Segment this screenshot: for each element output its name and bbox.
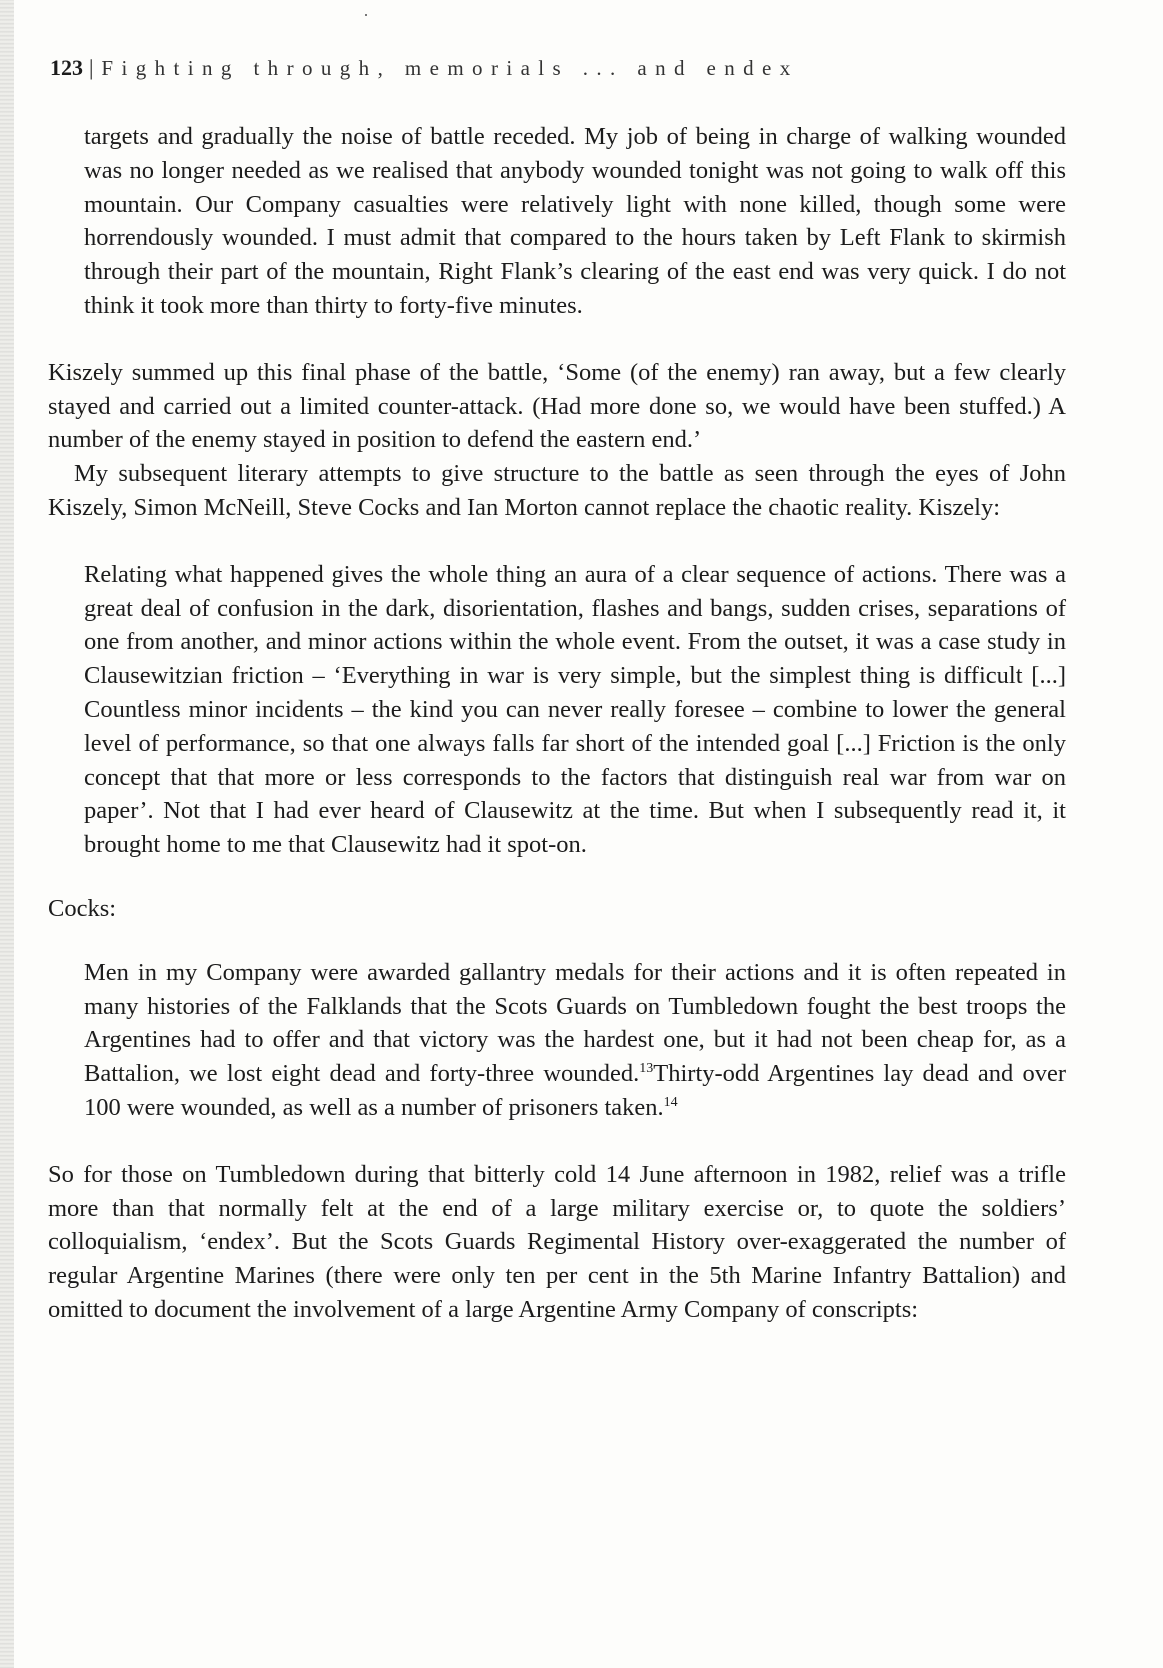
- body-paragraph-2: My subsequent literary attempts to give structure to the battle as seen through the eyes of John Kiszely, Simon McNeill, Steve Cocks and Ian Morton cannot replace the chaotic reality. Kiszely:: [48, 460, 1066, 521]
- block-quote-1: targets and gradually the noise of battle receded. My job of being in charge of walking wounded was no longer needed as we realised that anybody wounded tonight was not going to walk off this mountain. Our Company casualties were relatively light with none killed, though some were horrendously wounded. I must admit that compared to the hours taken by Left Flank to skirmish through their part of the mountain, Right Flank’s clearing of the east end was very quick. I do not think it took more than thirty to forty-five minutes.: [84, 123, 1066, 319]
- page-number: 123: [50, 55, 83, 80]
- header-separator: |: [89, 55, 94, 80]
- block-quote-3: [84, 956, 1066, 1125]
- footnote-ref-14: 14: [663, 1094, 678, 1110]
- scan-edge-shading: [0, 0, 14, 1668]
- quote-3-text-a: Men in my Company were awarded gallantry medals for their actions and it is often repeated in many histories of the Falklands that the Scots Guards on Tumbledown fought the best troops the Argentines had to offer and that victory was the hardest one, but it had not been cheap for, as a Battalion, we lost eight dead and forty-three wounded.: [84, 958, 1066, 1088]
- body-paragraph-4: So for those on Tumbledown during that bitterly cold 14 June afternoon in 1982, relief was a trifle more than that normally felt at the end of a large military exercise or, to quote the soldiers’ colloquialism, ‘endex’. But the Scots Guards Regimental History over-exaggerated the number of regular Argentine Marines (there were only ten per cent in the 5th Marine Infantry Battalion) and omitted to document the involvement of a large Argentine Army Company of conscripts:: [48, 1160, 1066, 1323]
- body-paragraph-3: Cocks:: [48, 894, 117, 922]
- body-paragraph-1: Kiszely summed up this final phase of the battle, ‘Some (of the enemy) ran away, but a few clearly stayed and carried out a limited counter-attack. (Had more done so, we would have been stuffed.) A number of the enemy stayed in position to defend the eastern end.’: [48, 358, 1066, 454]
- footnote-ref-13: 13: [639, 1061, 654, 1077]
- block-quote-2: Relating what happened gives the whole thing an aura of a clear sequence of actions. There was a great deal of confusion in the dark, disorientation, flashes and bangs, sudden crises, separations of one from another, and minor actions within the whole event. From the outset, it was a case study in Clausewitzian friction – ‘Everything in war is very simple, but the simplest thing is difficult [...] Countless minor incidents – the kind you can never really foresee – combine to lower the general level of performance, so that one always falls far short of the intended goal [...] Friction is the only concept that that more or less corresponds to the factors that distinguish real war from war on paper’. Not that I had ever heard of Clausewitz at the time. But when I subsequently read it, it brought home to me that Clausewitz had it spot-on.: [84, 560, 1066, 859]
- page-body: [48, 120, 1066, 1327]
- quote-3-text-b: Thirty-odd Argentines lay dead and over 100 were wounded, as well as a number of prisoners taken.: [84, 1060, 1066, 1121]
- scan-speck: [365, 14, 367, 16]
- running-header: [50, 52, 799, 84]
- running-title: Fighting through, memorials ... and endex: [101, 56, 799, 80]
